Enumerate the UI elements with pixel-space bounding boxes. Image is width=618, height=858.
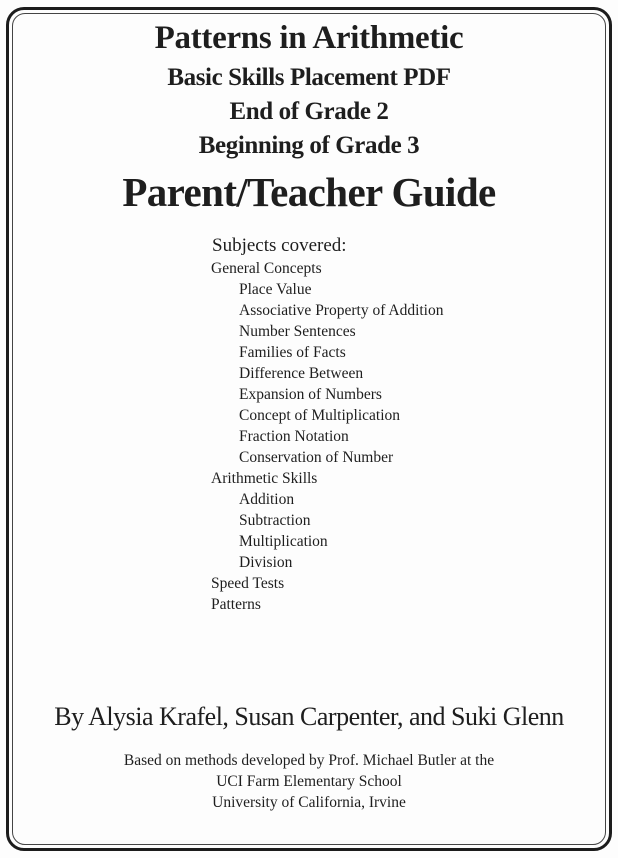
authors-line: By Alysia Krafel, Susan Carpenter, and Suki Glenn	[54, 702, 564, 731]
subject-item: Expansion of Numbers	[239, 386, 382, 403]
subjects-section	[211, 234, 444, 615]
subject-item: Conservation of Number	[239, 449, 394, 466]
school-name: UCI Farm Elementary School	[216, 773, 402, 790]
subject-item: Division	[239, 554, 293, 571]
credits-line: Based on methods developed by Prof. Michael Butler at the	[123, 752, 495, 769]
subject-item: Subtraction	[239, 512, 311, 529]
document-subtitle: Basic Skills Placement PDF	[167, 64, 451, 91]
university-name: University of California, Irvine	[212, 794, 406, 811]
subject-item: Addition	[239, 491, 295, 508]
subject-item: Multiplication	[239, 533, 328, 550]
series-title: Patterns in Arithmetic	[154, 20, 464, 56]
subject-item: Difference Between	[239, 365, 364, 382]
subjects-list	[211, 258, 444, 615]
subject-item: Associative Property of Addition	[239, 302, 444, 319]
grade-end-label: End of Grade 2	[229, 98, 389, 125]
grade-begin-label: Beginning of Grade 3	[198, 132, 420, 159]
subjects-heading: Subjects covered:	[212, 235, 347, 256]
guide-title: Parent/Teacher Guide	[122, 169, 496, 215]
subject-item: Families of Facts	[239, 344, 346, 361]
subject-item: Fraction Notation	[239, 428, 349, 445]
subject-item: Place Value	[239, 281, 312, 298]
subject-category: Arithmetic Skills	[211, 470, 318, 487]
subject-category: Speed Tests	[211, 575, 285, 592]
subject-item: Number Sentences	[239, 323, 356, 340]
subject-category: Patterns	[211, 596, 261, 613]
subject-category: General Concepts	[211, 260, 322, 277]
subject-item: Concept of Multiplication	[239, 407, 401, 424]
